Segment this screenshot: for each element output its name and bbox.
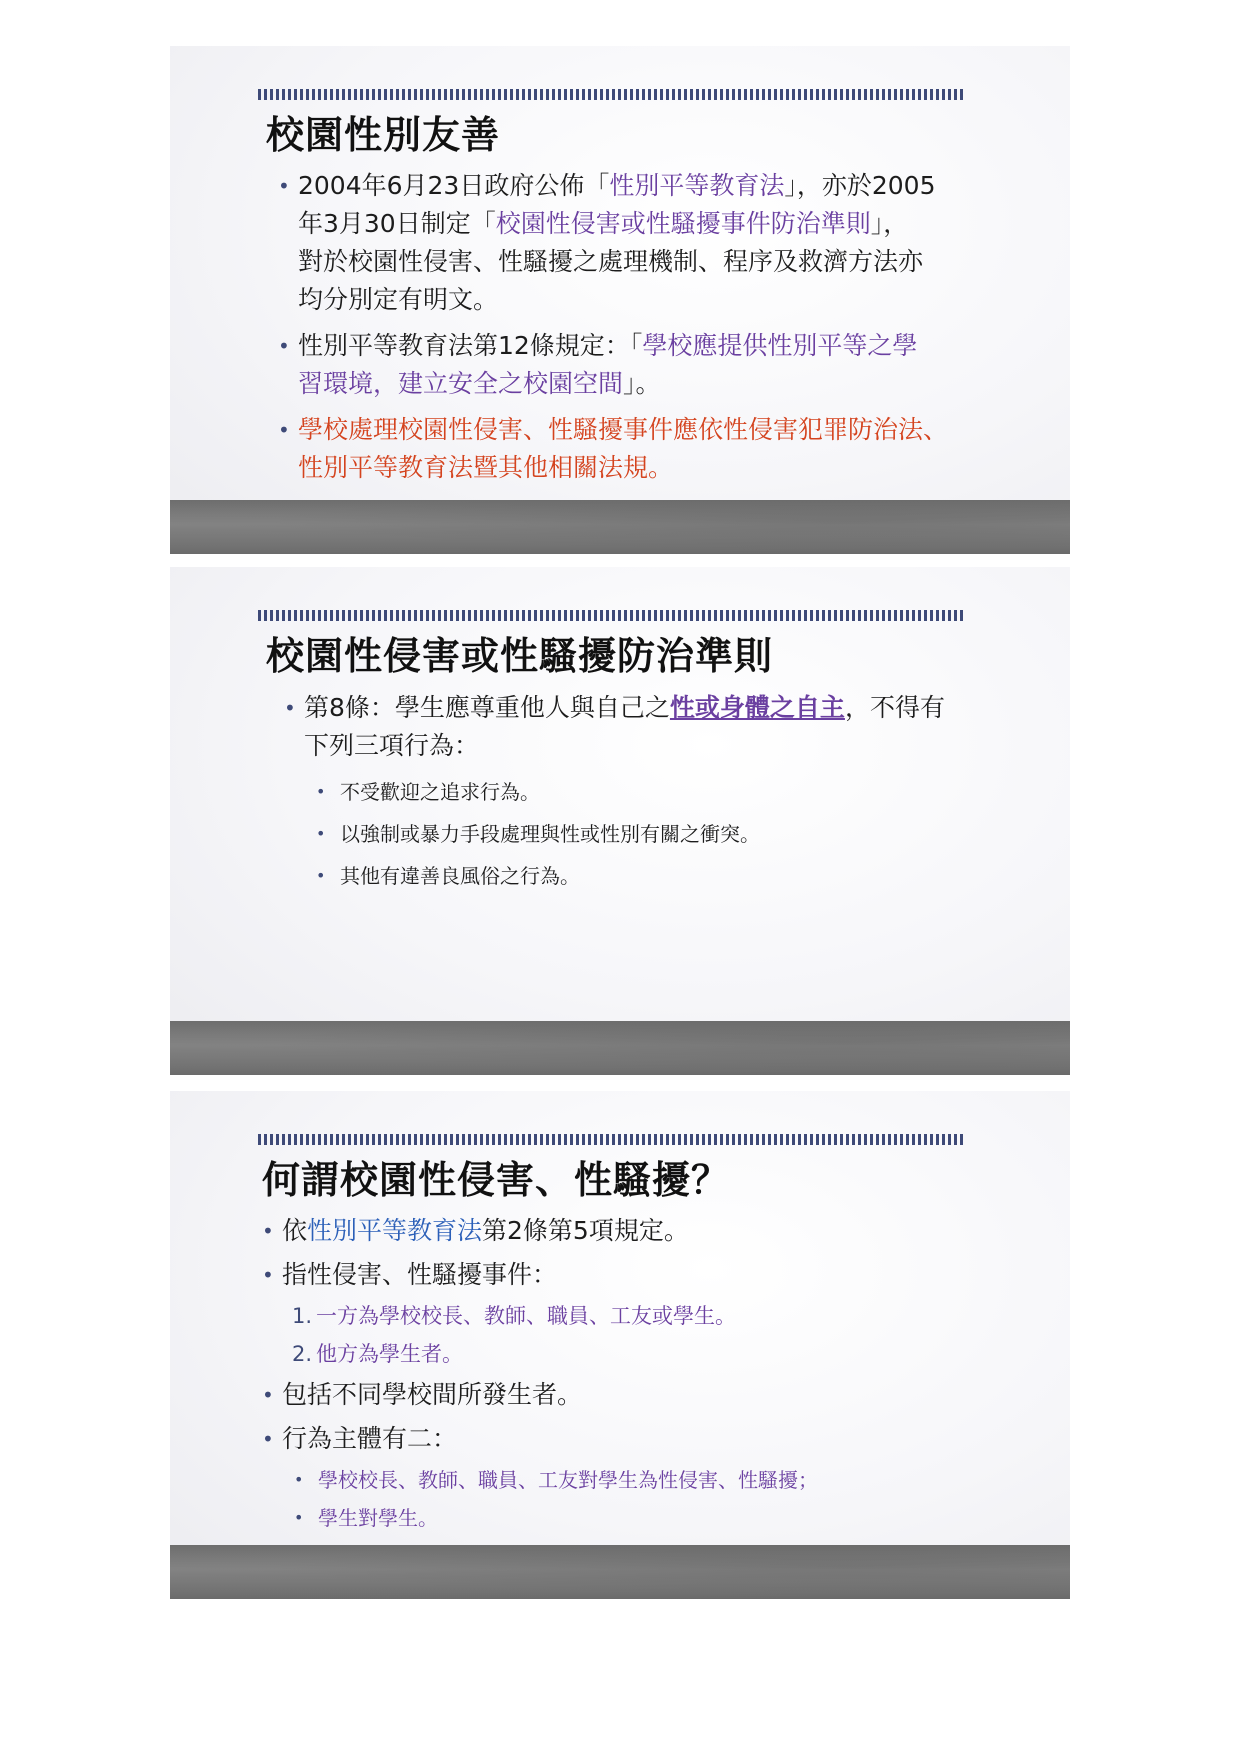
bullet-icon: • (294, 1470, 304, 1489)
text: 第8條：學生應尊重他人與自己之 (304, 693, 670, 722)
bullet-icon: • (278, 174, 290, 198)
bullet-item (278, 167, 1038, 319)
text: 行為主體有二： (282, 1424, 458, 1453)
slide-footer-band (170, 1545, 1070, 1599)
bullet-item (278, 327, 1038, 403)
bullet-icon: • (294, 1508, 304, 1527)
text: 」， (870, 209, 909, 238)
bullet-icon: • (316, 782, 326, 801)
bullet-item (284, 689, 1044, 765)
slide-title: 校園性別友善 (266, 113, 501, 157)
slide-body (278, 167, 1038, 487)
sub-item (316, 771, 1044, 813)
text: 第2條第5項規定。 (482, 1216, 689, 1245)
slide-3 (170, 1091, 1070, 1599)
text: 依 (282, 1216, 308, 1245)
item-number: 2. (292, 1342, 313, 1366)
title-stripe (258, 1134, 966, 1145)
text: 」，亦於2005 (784, 171, 936, 200)
slide-body (284, 689, 1044, 897)
bullet-item (262, 1253, 1042, 1297)
text: 一方為學校校長、教師、職員、工友或學生。 (316, 1304, 737, 1328)
sub-item (316, 813, 1044, 855)
title-stripe (258, 89, 966, 100)
bullet-item (262, 1209, 1042, 1253)
text: 以強制或暴力手段處理與性或性別有關之衝突。 (340, 822, 760, 846)
bullet-icon: • (316, 824, 326, 843)
text: 學生對學生。 (318, 1506, 438, 1530)
bullet-icon: • (262, 1263, 274, 1287)
text: 性別平等教育法暨其他相關法規。 (298, 453, 674, 482)
bullet-item (262, 1373, 1042, 1417)
sub-item (294, 1461, 1042, 1499)
sub-item (294, 1499, 1042, 1537)
bullet-icon: • (262, 1383, 274, 1407)
text: 下列三項行為： (304, 731, 480, 760)
bullet-icon: • (284, 696, 296, 720)
bullet-item (262, 1417, 1042, 1461)
text: 包括不同學校間所發生者。 (282, 1380, 583, 1409)
sub-list (262, 1461, 1042, 1537)
slide-footer-band (170, 1021, 1070, 1075)
text: 性別平等教育法第12條規定：「 (298, 331, 643, 360)
text: 均分別定有明文。 (298, 285, 499, 314)
bullet-item (278, 411, 1038, 487)
numbered-item (286, 1297, 1042, 1335)
bullet-icon: • (262, 1427, 274, 1451)
sub-list (284, 771, 1044, 897)
text: 其他有違善良風俗之行為。 (340, 864, 580, 888)
bullet-icon: • (278, 418, 290, 442)
text: 不受歡迎之追求行為。 (340, 780, 540, 804)
numbered-list (262, 1297, 1042, 1373)
slide-1 (170, 46, 1070, 554)
slide-2 (170, 567, 1070, 1075)
text: 學校處理校園性侵害、性騷擾事件應依性侵害犯罪防治法、 (298, 415, 949, 444)
law-name: 性別平等教育法 (307, 1216, 483, 1245)
bullet-icon: • (262, 1219, 274, 1243)
text: 對於校園性侵害、性騷擾之處理機制、程序及救濟方法亦 (298, 247, 924, 276)
text: 2004年6月23日政府公佈「 (298, 171, 610, 200)
bullet-icon: • (316, 866, 326, 885)
emphasis-text: 性或身體之自主 (669, 693, 845, 722)
quote-text: 習環境，建立安全之校園空間 (298, 369, 624, 398)
sub-item (316, 855, 1044, 897)
quote-text: 學校應提供性別平等之學 (642, 331, 918, 360)
bullet-icon: • (278, 334, 290, 358)
text: 學校校長、教師、職員、工友對學生為性侵害、性騷擾； (318, 1468, 818, 1492)
text: ，不得有 (844, 693, 945, 722)
text: 他方為學生者。 (316, 1342, 464, 1366)
text: 」。 (623, 369, 661, 398)
title-stripe (258, 610, 966, 621)
slide-title: 校園性侵害或性騷擾防治準則 (266, 634, 774, 678)
text: 指性侵害、性騷擾事件： (282, 1260, 558, 1289)
regulation-name: 校園性侵害或性騷擾事件防治準則 (495, 209, 871, 238)
law-name: 性別平等教育法 (609, 171, 785, 200)
slide-title: 何謂校園性侵害、性騷擾？ (262, 1158, 731, 1202)
slide-body (262, 1209, 1042, 1537)
numbered-item (286, 1335, 1042, 1373)
text: 年3月30日制定「 (298, 209, 496, 238)
slide-footer-band (170, 500, 1070, 554)
item-number: 1. (292, 1304, 313, 1328)
